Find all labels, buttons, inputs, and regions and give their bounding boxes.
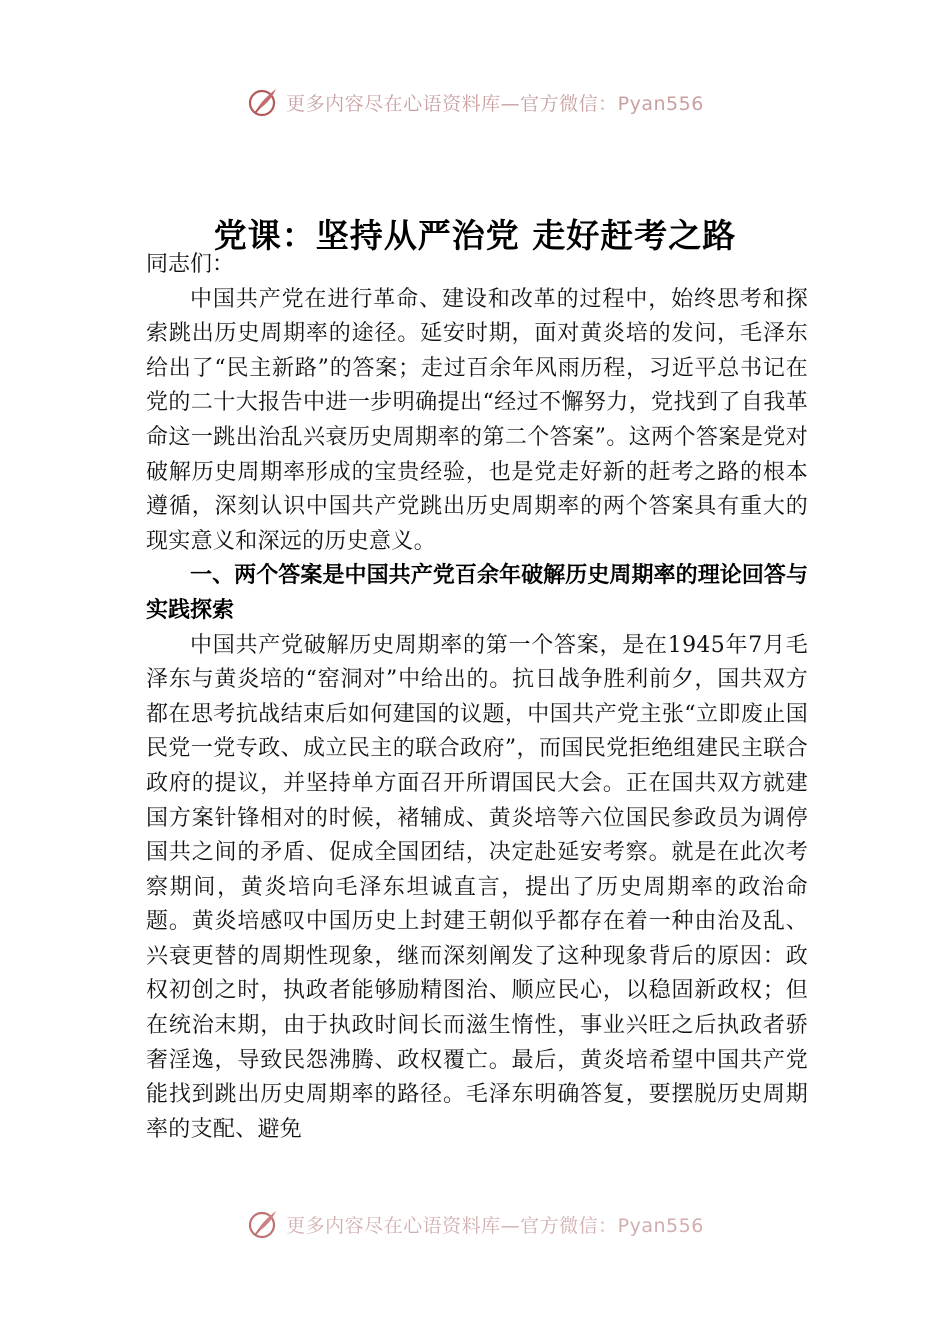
watermark-text: 更多内容尽在心语资料库—官方微信：Pyan556 [286, 92, 704, 115]
page-title: 党课：坚持从严治党 走好赶考之路 [213, 216, 737, 256]
feather-circle-icon [246, 85, 280, 119]
watermark-footer [0, 1204, 950, 1244]
salutation: 同志们： [146, 252, 235, 277]
section-heading-1: 一、两个答案是中国共产党百余年破解历史周期率的理论回答与实践探索 [146, 563, 808, 623]
feather-circle-icon [246, 1207, 280, 1241]
watermark-text: 更多内容尽在心语资料库—官方微信：Pyan556 [286, 1214, 704, 1237]
document-body [146, 248, 808, 1218]
paragraph-first-answer: 中国共产党破解历史周期率的第一个答案，是在1945年7月毛泽东与黄炎培的“窑洞对”中给出的。抗日战争胜利前夕，国共双方都在思考抗战结束后如何建国的议题，中国共产党主张“立即废止国民党一党专政、成立民主的联合政府”，而国民党拒绝组建民主联合政府的提议，并坚持单方面召开所谓国民大会。正在国共双方就建国方案针锋相对的时候，褚辅成、黄炎培等六位国民参政员为调停国共之间的矛盾、促成全国团结，决定赴延安考察。就是在此次考察期间，黄炎培向毛泽东坦诚直言，提出了历史周期率的政治命题。黄炎培感叹中国历史上封建王朝似乎都存在着一种由治及乱、兴衰更替的周期性现象，继而深刻阐发了这种现象背后的原因：政权初创之时，执政者能够励精图治、顺应民心，以稳固新政权；但在统治末期，由于执政时间长而滋生惰性，事业兴旺之后执政者骄奢淫逸，导致民怨沸腾、政权覆亡。最后，黄炎培希望中国共产党能找到跳出历史周期率的路径。毛泽东明确答复，要摆脱历史周期率的支配、避免 [146, 632, 808, 1142]
watermark-header [0, 82, 950, 122]
paragraph-intro: 中国共产党在进行革命、建设和改革的过程中，始终思考和探索跳出历史周期率的途径。延安时期，面对黄炎培的发问，毛泽东给出了“民主新路”的答案；走过百余年风雨历程，习近平总书记在党的二十大报告中进一步明确提出“经过不懈努力，党找到了自我革命这一跳出治乱兴衰历史周期率的第二个答案”。这两个答案是党对破解历史周期率形成的宝贵经验，也是党走好新的赶考之路的根本遵循，深刻认识中国共产党跳出历史周期率的两个答案具有重大的现实意义和深远的历史意义。 [146, 286, 808, 554]
